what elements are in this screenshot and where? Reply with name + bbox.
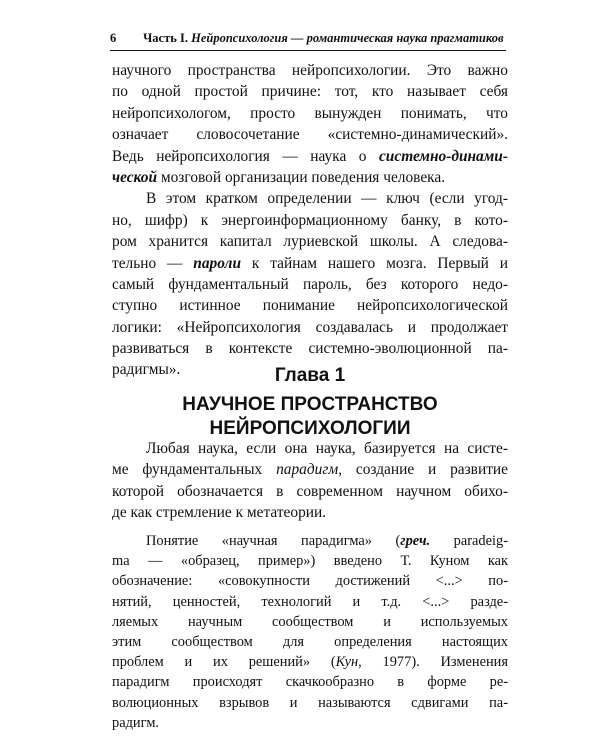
text-line: Любая наука, если она наука, базируется на систе-	[146, 440, 508, 457]
chapter-title-line: НЕЙРОПСИХОЛОГИИ	[209, 418, 411, 439]
text-line: логики: «Нейропсихология создавалась и продолжает	[112, 318, 508, 336]
text-line: ma — «образец, пример») введено Т. Куном как	[112, 553, 508, 570]
quote-block	[112, 531, 508, 733]
text-line: которой обозначается в современном научном обихо-	[112, 482, 508, 500]
chapter-number: Глава 1	[274, 365, 346, 386]
text-line	[112, 459, 508, 480]
emphasis-term: ческой	[112, 168, 158, 186]
text-line: по одной простой причине: тот, кто называет себя	[112, 83, 508, 101]
text-line: парадигм происходят скачкообразно в форме ре-	[112, 674, 508, 691]
text-line: обозначение: «совокупности достижений <...> по-	[112, 573, 508, 590]
text-line: радигмы».	[112, 361, 181, 379]
text-line: самый фундаментальный пароль, без которого недо-	[112, 275, 508, 293]
text-run: paradeig-	[430, 533, 508, 549]
text-run: мозговой организации поведения человека.	[160, 168, 446, 186]
text-line	[112, 652, 508, 672]
intro-paragraph-2	[112, 188, 508, 381]
text-run: тельно —	[112, 254, 183, 272]
text-line: волюционных взрывов и называются сдвигами па-	[112, 694, 508, 711]
text-line: нятий, ценностей, технологий и т.д. <...> разде-	[112, 593, 508, 610]
text-line	[112, 253, 508, 274]
text-run: Ведь нейропсихология — наука о	[112, 147, 367, 165]
quote-paragraph	[112, 531, 508, 733]
text-line: означает словосочетание «системно-динамический».	[112, 126, 508, 144]
text-line: развиваться в контексте системно-эволюционной па-	[112, 340, 508, 358]
text-line: де как стремление к метатеории.	[112, 504, 327, 522]
header-rule	[110, 50, 506, 51]
section-text	[112, 438, 508, 524]
text-line: ступно истинное понимание нейропсихологической	[112, 297, 508, 315]
text-run: Понятие «научная парадигма» (	[146, 533, 401, 549]
text-line: научного пространства нейропсихологии. Это важно	[112, 62, 508, 79]
text-line: радигм.	[112, 714, 160, 731]
chapter-title-line: НАУЧНОЕ ПРОСТРАНСТВО	[182, 394, 438, 415]
running-header	[110, 31, 510, 46]
text-line: В этом кратком определении — ключ (если угод-	[146, 190, 508, 208]
text-line	[112, 167, 508, 188]
text-line: ляемых научным сообществом и используемых	[112, 613, 508, 630]
text-line	[112, 146, 508, 167]
emphasis-term: Кун	[335, 654, 359, 671]
chapter-title	[112, 393, 508, 441]
text-run: ме фундаментальных	[112, 461, 263, 479]
intro-paragraph-1	[112, 60, 508, 188]
part-label: Часть I.	[143, 31, 188, 45]
text-run: , 1977). Изменения	[358, 654, 508, 671]
text-line: ром хранится капитал луриевской школы. А следова-	[112, 233, 508, 251]
page-number: 6	[110, 31, 117, 45]
part-title: Нейропсихология — романтическая наука прагматиков	[191, 31, 504, 45]
text-run: проблем и их решений» (	[112, 654, 336, 671]
text-line: этим сообществом для определения настоящих	[112, 633, 508, 650]
text-line: но, шифр) к энергоинформационному банку, в кото-	[112, 211, 508, 229]
emphasis-term: пароли	[193, 254, 242, 272]
text-line: нейропсихологом, просто вынужден понимать, что	[112, 104, 508, 122]
emphasis-term: парадигм	[276, 461, 339, 479]
intro-text	[112, 60, 508, 381]
text-run: к тайнам нашего мозга. Первый и	[251, 254, 508, 272]
emphasis-term: греч.	[400, 533, 431, 549]
text-line	[112, 531, 508, 551]
section-paragraph-1	[112, 438, 508, 524]
emphasis-term: системно-динами-	[378, 147, 508, 165]
text-run: , создание и развитие	[338, 461, 508, 479]
